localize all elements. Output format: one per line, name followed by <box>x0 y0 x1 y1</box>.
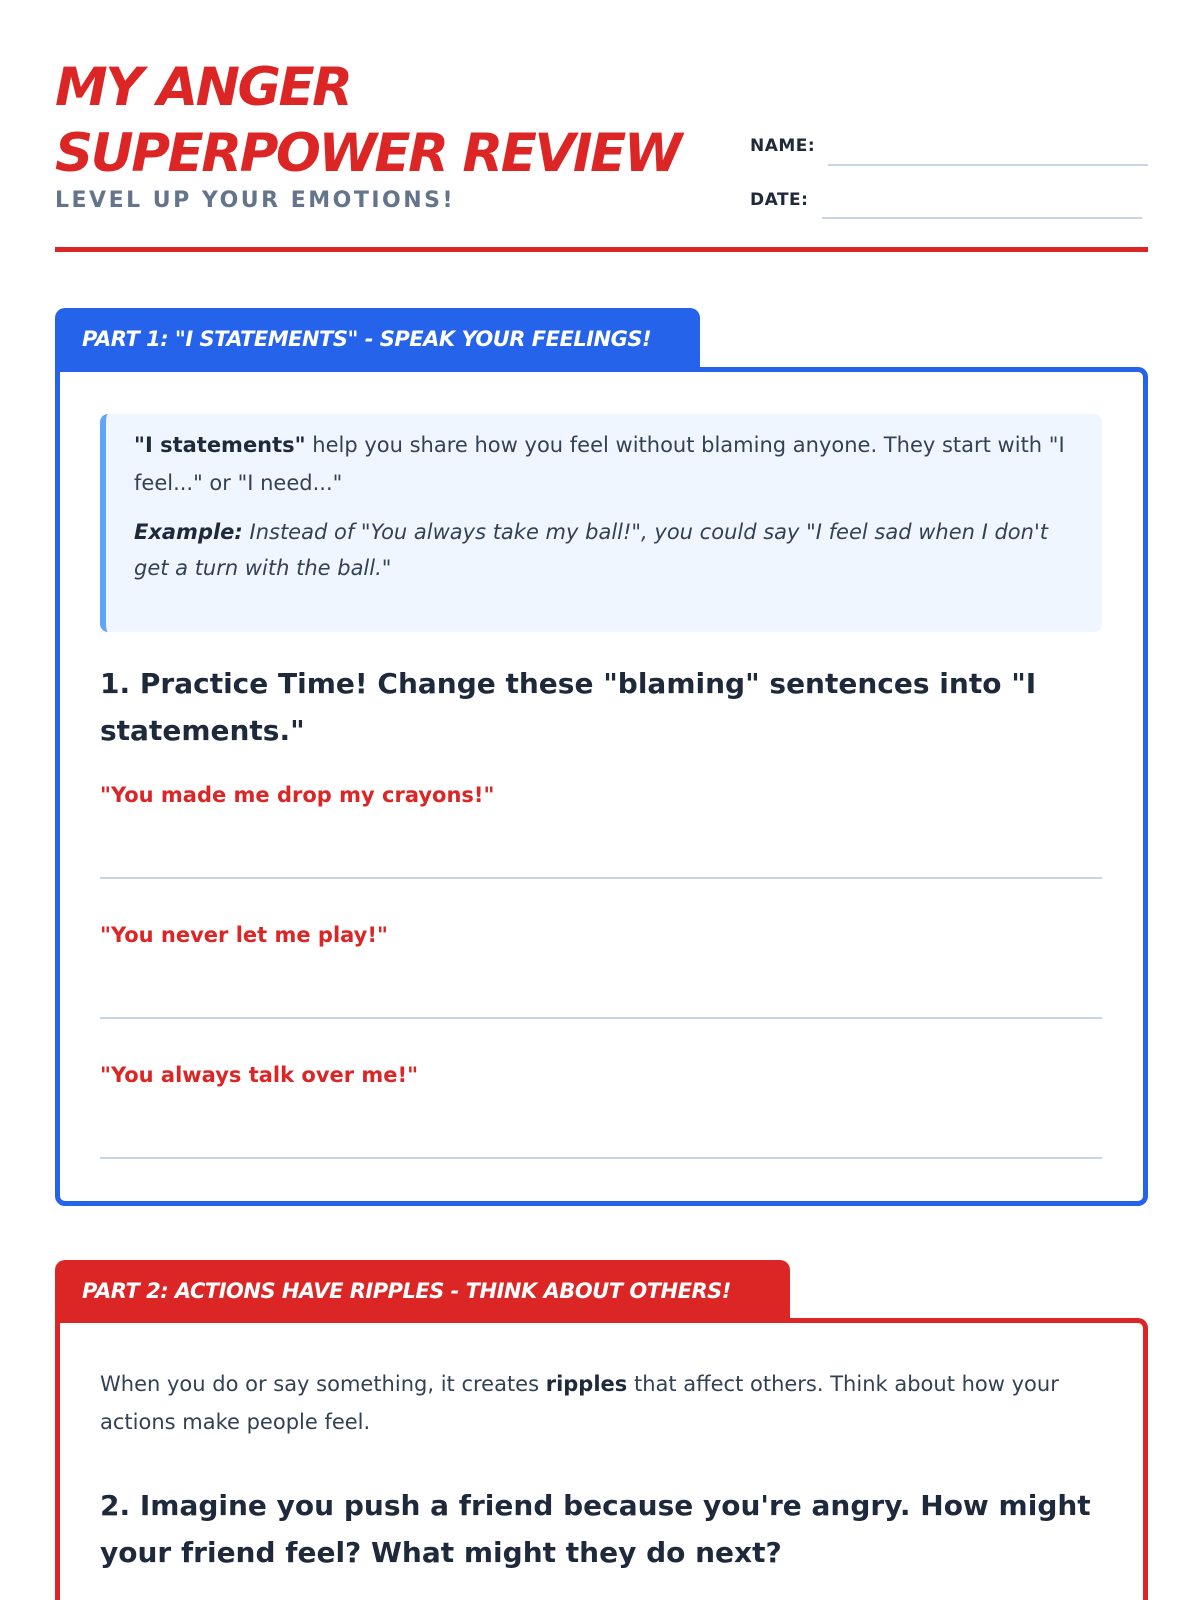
date-label: DATE: <box>750 190 809 210</box>
callout-definition <box>134 426 1074 502</box>
question-1: 1. Practice Time! Change these "blaming" sentences into "I statements." <box>100 667 1037 747</box>
page-subtitle: LEVEL UP YOUR EMOTIONS! <box>55 188 456 213</box>
intro-text-before: When you do or say something, it creates <box>100 1372 546 1396</box>
name-field <box>750 136 815 156</box>
name-label: NAME: <box>750 136 816 156</box>
header-divider <box>55 247 1148 252</box>
intro-text-after: that affect others. Think about how your actions make people feel. <box>100 1372 1059 1434</box>
part1-callout <box>100 414 1102 632</box>
name-line[interactable] <box>828 164 1148 166</box>
callout-example-text: Instead of "You always take my ball!", you could say "I feel sad when I don't get a turn with the ball." <box>134 520 1048 580</box>
date-field <box>750 190 808 210</box>
title-line-2: SUPERPOWER REVIEW <box>55 123 680 184</box>
prompt-2: "You never let me play!" <box>100 923 388 947</box>
worksheet-header <box>55 55 1148 187</box>
part2-intro <box>100 1365 1060 1441</box>
intro-ripples: ripples <box>545 1372 628 1396</box>
callout-example-label: Example: <box>134 520 243 544</box>
prompt-1: "You made me drop my crayons!" <box>100 783 495 807</box>
part1-tab: PART 1: "I STATEMENTS" - SPEAK YOUR FEELINGS! <box>55 308 700 370</box>
answer-line-3[interactable] <box>100 1157 1102 1159</box>
prompt-3: "You always talk over me!" <box>100 1063 419 1087</box>
answer-line-2[interactable] <box>100 1017 1102 1019</box>
question-2: 2. Imagine you push a friend because you're angry. How might your friend feel? What might they do next? <box>100 1489 1091 1569</box>
page-title <box>55 55 1148 187</box>
date-line[interactable] <box>822 217 1142 219</box>
callout-definition-text: help you share how you feel without blaming anyone. They start with "I feel..." or "I need..." <box>134 433 1065 495</box>
part2-tab: PART 2: ACTIONS HAVE RIPPLES - THINK ABOUT OTHERS! <box>55 1260 790 1322</box>
callout-example <box>134 514 1074 586</box>
title-line-1: MY ANGER <box>55 57 351 118</box>
answer-line-1[interactable] <box>100 877 1102 879</box>
callout-term: "I statements" <box>134 433 306 457</box>
